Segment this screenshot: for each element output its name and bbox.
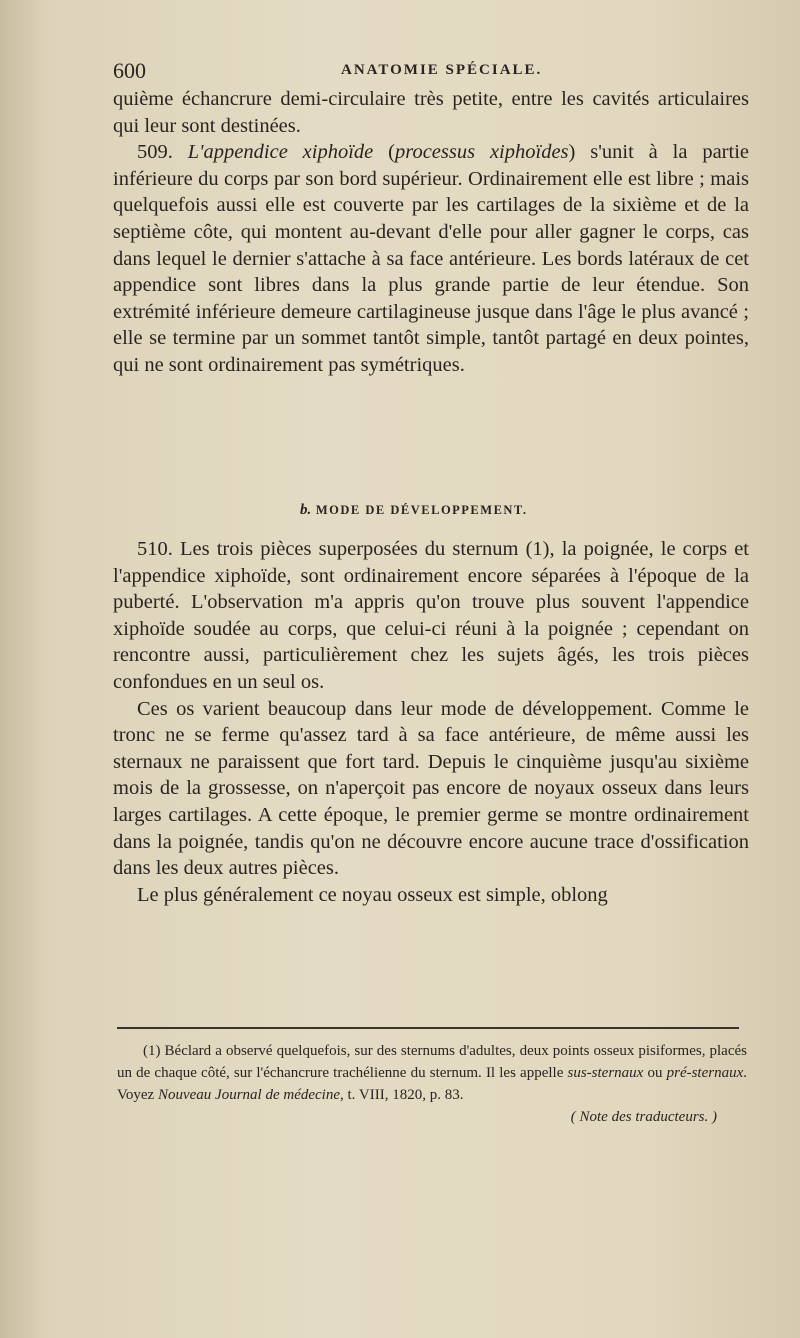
header-title: ANATOMIE SPÉCIALE.: [341, 62, 543, 78]
journal-title: Nouveau Journal de médecine: [157, 1087, 340, 1103]
footnote: [117, 1040, 747, 1128]
translators-note: ( Note des traducteurs. ): [570, 1109, 717, 1125]
section-a-text: [113, 86, 749, 379]
footnote-signature: [117, 1106, 747, 1128]
footnote-body: (1) Béclard a observé quelquefois, sur des sternums d'adultes, deux points osseux pisiformes, placés un de chaque côté, sur l'échancrure trachélienne du sternum. Il les appelle: [117, 1043, 747, 1081]
footnote-or: ou: [643, 1065, 667, 1081]
term-sus-sternaux: sus-sternaux: [567, 1065, 644, 1081]
footnote-rule: [117, 1027, 739, 1029]
footnote-citation: , t. VIII, 1820, p. 83.: [340, 1087, 464, 1103]
paren-open: (: [373, 141, 395, 164]
section-letter: b.: [300, 502, 312, 518]
running-head: [113, 58, 745, 84]
paragraph-510: 510. Les trois pièces superposées du sternum (1), la poignée, le corps et l'appendice xiphoïde, sont ordinairement encore séparées à l'époque de la puberté. L'observation m'a appris qu'on trouve plus souvent l'appendice xiphoïde soudée au corps, que celui-ci réuni à la poignée ; cependant on rencontre aussi, particulièrement chez les sujets âgés, les trois pièces confondues en un seul os.: [113, 538, 749, 693]
section-b-text: [113, 536, 749, 908]
paragraph-509-body: ) s'unit à la partie inférieure du corps par son bord supérieur. Ordinairement elle est libre ; mais quelquefois aussi elle est couverte par les cartilages de la sixième et de la septième côte, qui montent au-devant d'elle pour aller gagner le corps, cas dans lequel le dernier s'attache à sa face antérieure. Les bords latéraux de cet appendice sont libres dans la plus grande partie de leur étendue. Son extrémité inférieure demeure cartilagineuse jusque dans l'âge le plus avancé ; elle se termine par un sommet tantôt simple, tantôt partagé en deux pointes, qui ne sont ordinairement pas symétriques.: [113, 141, 750, 376]
footnote-text: [117, 1040, 747, 1106]
paragraph-noyau: Le plus généralement ce noyau osseux est simple, oblong: [137, 883, 608, 906]
paragraph-number: 509.: [137, 141, 188, 164]
term-pre-sternaux: pré-sternaux: [666, 1065, 744, 1081]
footnote-voyez: . Voyez: [117, 1065, 748, 1103]
term-appendice: L'appendice xiphoïde: [187, 141, 374, 164]
paragraph-development: Ces os varient beaucoup dans leur mode de développement. Comme le tronc ne se ferme qu'assez tard à sa face antérieure, de même aussi les sternaux ne paraissent que fort tard. Depuis le cinquième jusqu'au sixième mois de la grossesse, on n'aperçoit pas encore de noyaux osseux dans leurs larges cartilages. A cette époque, le premier germe se montre ordinairement dans la poignée, tandis qu'on ne découvre encore aucune trace d'ossification dans les deux autres pièces.: [113, 697, 749, 880]
paragraph-509: [113, 139, 749, 378]
page-number: 600: [113, 58, 146, 83]
section-title: MODE DE DÉVELOPPEMENT.: [315, 503, 528, 517]
term-processus: processus xiphoïdes: [394, 141, 569, 164]
paragraph-continuation: quième échancrure demi-circulaire très petite, entre les cavités articulaires qui leur sont destinées.: [113, 88, 749, 137]
section-heading: [300, 502, 600, 519]
